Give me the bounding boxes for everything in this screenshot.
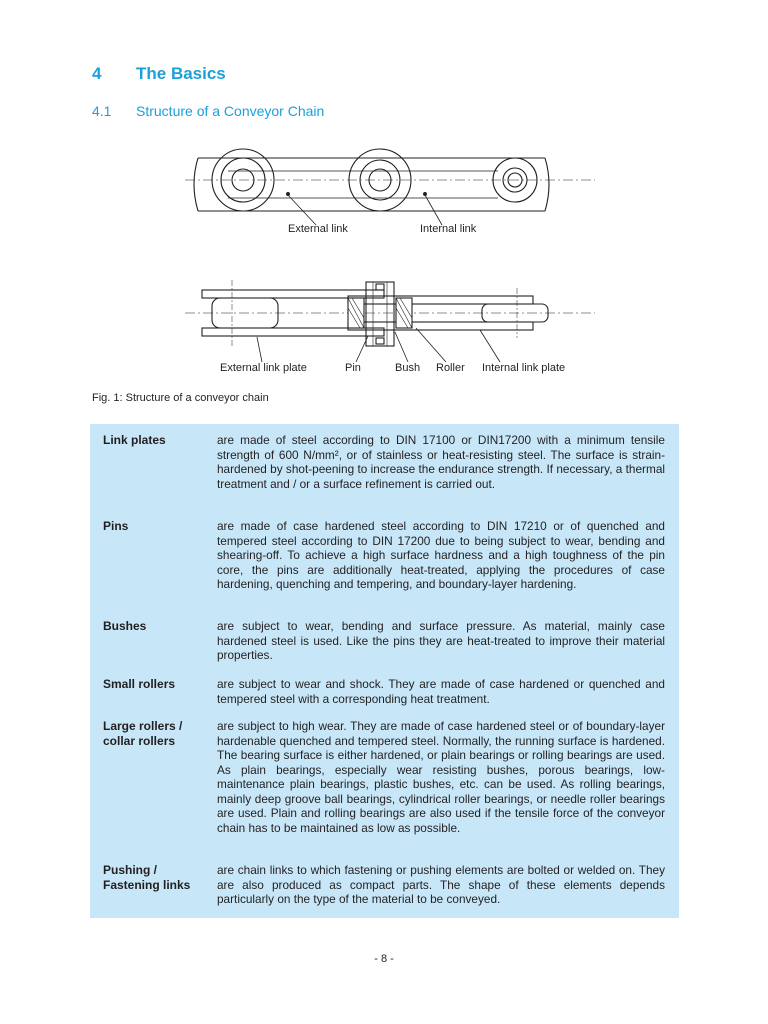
label-external-link: External link xyxy=(288,223,348,235)
chain-section-view xyxy=(185,280,595,362)
chapter-number: 4 xyxy=(92,64,102,83)
chain-drawing xyxy=(180,132,600,382)
desc-small-rollers: are subject to wear and shock. They are made of case hardened or quenched and tempered steel with a corresponding heat treatment. xyxy=(217,677,665,706)
desc-pins: are made of case hardened steel according to DIN 17210 or of quenched and tempered steel according to DIN 17200 due to being subject to wear, bending and shearing-off. To achieve a high surface hardness and a high toughness of the pin core, the pins are additionally heat-treated, applying the procedures of case hardening, quenching and tempering, and boundary-layer hardening. xyxy=(217,519,665,591)
section-number: 4.1 xyxy=(92,103,112,119)
term-link-plates: Link plates xyxy=(103,433,166,447)
label-roller: Roller xyxy=(436,362,465,374)
term-pins: Pins xyxy=(103,519,129,533)
section-title: Structure of a Conveyor Chain xyxy=(136,103,325,119)
term-fastening-links: Pushing / Fastening links xyxy=(103,863,191,892)
desc-bushes: are subject to wear, bending and surface pressure. As material, mainly case hardened steel is used. Like the pins they are heat-treated to improve their material properties. xyxy=(217,619,665,662)
label-internal-link: Internal link xyxy=(420,223,477,235)
components-box xyxy=(90,424,679,918)
chain-side-view xyxy=(185,149,595,225)
figure-caption: Fig. 1: Structure of a conveyor chain xyxy=(92,392,269,404)
section-heading xyxy=(92,103,324,119)
label-bush: Bush xyxy=(395,362,421,374)
desc-fastening-links: are chain links to which fastening or pushing elements are bolted or welded on. They are also produced as compact parts. The shape of these elements depends particularly on the type of the material to be conveyed. xyxy=(217,863,665,906)
page-number: - 8 - xyxy=(374,953,394,965)
desc-link-plates: are made of steel according to DIN 17100 or DIN17200 with a minimum tensile strength of 600 N/mm², or of stainless or heat-resisting steel. The surface is strain-hardened by shot-peening to increase the endurance strength. If necessary, a thermal treatment and / or a surface refinement is carried out. xyxy=(217,433,665,491)
label-external-link-plate: External link plate xyxy=(220,362,307,374)
term-large-rollers: Large rollers / collar rollers xyxy=(103,719,183,748)
label-internal-link-plate: Internal link plate xyxy=(482,362,566,374)
label-pin: Pin xyxy=(345,362,361,374)
desc-large-rollers: are subject to high wear. They are made of case hardened steel or of boundary-layer hardenable quenched and tempered steel. Normally, the running surface is hardened. The bearing surface is either hardened, or plain bearings or rolling bearings are used. As plain bearings, especially wear resisting bushes, porous bearings, low-maintenance plain bearings, plastic bushes, etc. can be used. As rolling bearings, mainly deep groove ball bearings, cylindrical roller bearings, or needle roller bearings are used. Plain and rolling bearings are also used if the tensile force of the conveyor chain has to be maintained as low as possible. xyxy=(217,719,665,835)
chapter-title: The Basics xyxy=(136,64,226,83)
term-bushes: Bushes xyxy=(103,619,147,633)
term-small-rollers: Small rollers xyxy=(103,677,176,691)
conveyor-chain-figure xyxy=(180,132,600,382)
chapter-heading xyxy=(92,64,226,84)
